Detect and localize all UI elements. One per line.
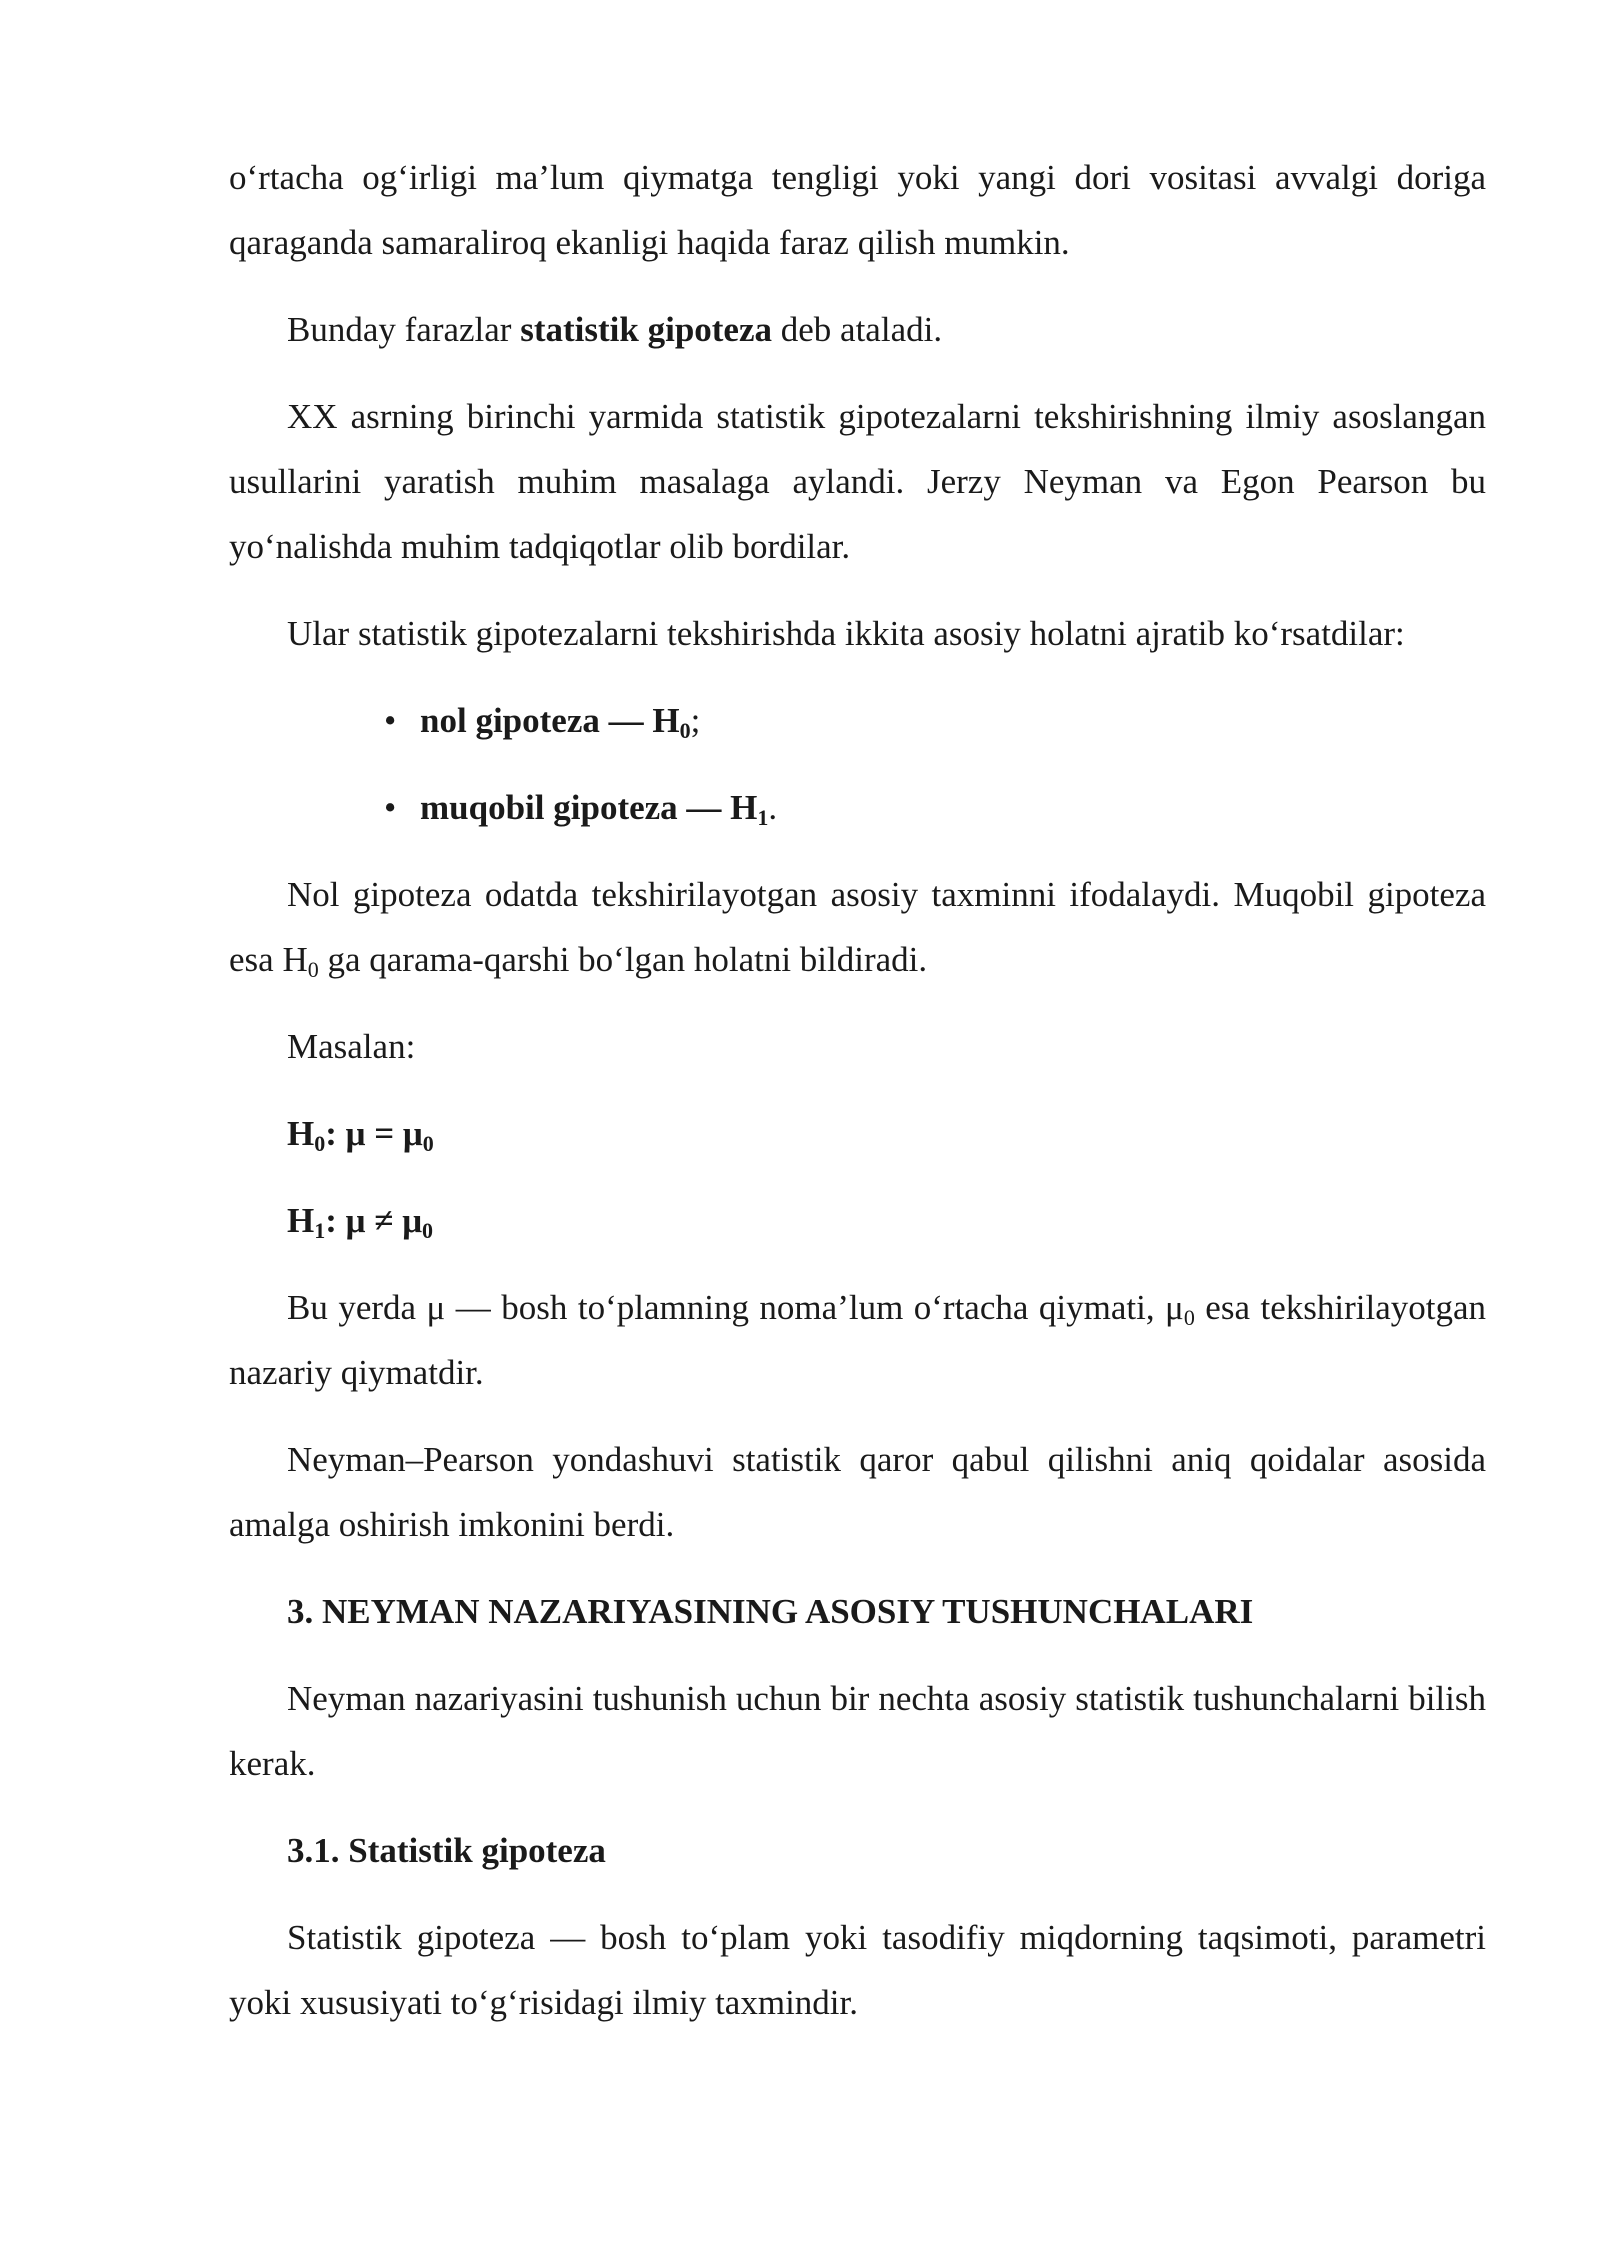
- text-span: Nol gipoteza odatda tekshirilayotgan asosiy taxminni ifodalaydi. Muqobil gipoteza esa H: [229, 875, 1486, 979]
- list-item-text: muqobil gipoteza — H: [420, 788, 758, 827]
- list-item-punct: .: [768, 788, 778, 827]
- list-item-alternative-hypothesis: [229, 775, 1486, 840]
- formula-body: : μ ≠ μ: [325, 1201, 423, 1240]
- subscript: 0: [1183, 1305, 1195, 1330]
- section-heading-3: 3. NEYMAN NAZARIYASINING ASOSIY TUSHUNCHALARI: [287, 1592, 1254, 1631]
- subscript: 0: [307, 957, 319, 982]
- paragraph-definition: [229, 297, 1486, 362]
- paragraph-history: XX asrning birinchi yarmida statistik gipotezalarni tekshirishning ilmiy asoslangan usullarini yaratish muhim masalaga aylandi. Jerzy Neyman va Egon Pearson bu yo‘nalishda muhim tadqiqotlar olib bordilar.: [229, 397, 1486, 566]
- formula-subscript: 0: [422, 1218, 434, 1243]
- paragraph-section3-intro: Neyman nazariyasini tushunish uchun bir nechta asosiy statistik tushunchalarni bilish kerak.: [229, 1679, 1486, 1783]
- text-span: esa tekshirilayotgan nazariy qiymatdir.: [229, 1288, 1486, 1392]
- definition-term: statistik gipoteza: [520, 310, 773, 349]
- paragraph-mu-explanation: [229, 1275, 1486, 1405]
- formula-body: : μ = μ: [325, 1114, 423, 1153]
- hypothesis-list: [229, 688, 1486, 840]
- paragraph-example-label: Masalan:: [287, 1027, 416, 1066]
- list-item-null-hypothesis: [229, 688, 1486, 753]
- paragraph-null-vs-alt: [229, 862, 1486, 992]
- paragraph-hypothesis-definition: Statistik gipoteza — bosh to‘plam yoki tasodifiy miqdorning taqsimoti, parametri yoki xususiyati to‘g‘risidagi ilmiy taxmindir.: [229, 1918, 1486, 2022]
- subsection-heading-3-1: 3.1. Statistik gipoteza: [287, 1831, 606, 1870]
- list-item-subscript: 1: [757, 805, 769, 830]
- list-item-subscript: 0: [679, 718, 691, 743]
- formula-h1: [229, 1188, 1486, 1253]
- paragraph-continuation: o‘rtacha og‘irligi ma’lum qiymatga tengligi yoki yangi dori vositasi avvalgi doriga qaraganda samaraliroq ekanligi haqida faraz qilish mumkin.: [229, 158, 1486, 262]
- formula-symbol: H: [287, 1114, 315, 1153]
- text-span: ga qarama-qarshi bo‘lgan holatni bildiradi.: [318, 940, 928, 979]
- formula-subscript: 0: [422, 1131, 434, 1156]
- list-item-text: nol gipoteza — H: [420, 701, 680, 740]
- definition-tail: deb ataladi.: [772, 310, 943, 349]
- paragraph-two-cases: Ular statistik gipotezalarni tekshirishda ikkita asosiy holatni ajratib ko‘rsatdilar:: [287, 614, 1405, 653]
- formula-symbol: H: [287, 1201, 315, 1240]
- list-item-punct: ;: [690, 701, 701, 740]
- formula-h0: [229, 1101, 1486, 1166]
- text-span: Bu yerda μ — bosh to‘plamning noma’lum o‘rtacha qiymati, μ: [287, 1288, 1184, 1327]
- page-content: [229, 145, 1486, 2057]
- paragraph-neyman-pearson: Neyman–Pearson yondashuvi statistik qaror qabul qilishni aniq qoidalar asosida amalga oshirish imkonini berdi.: [229, 1440, 1486, 1544]
- definition-lead: Bunday farazlar: [287, 310, 521, 349]
- bullet-icon: •: [384, 788, 397, 827]
- formula-subscript: 1: [314, 1218, 326, 1243]
- bullet-icon: •: [384, 701, 397, 740]
- formula-subscript: 0: [314, 1131, 326, 1156]
